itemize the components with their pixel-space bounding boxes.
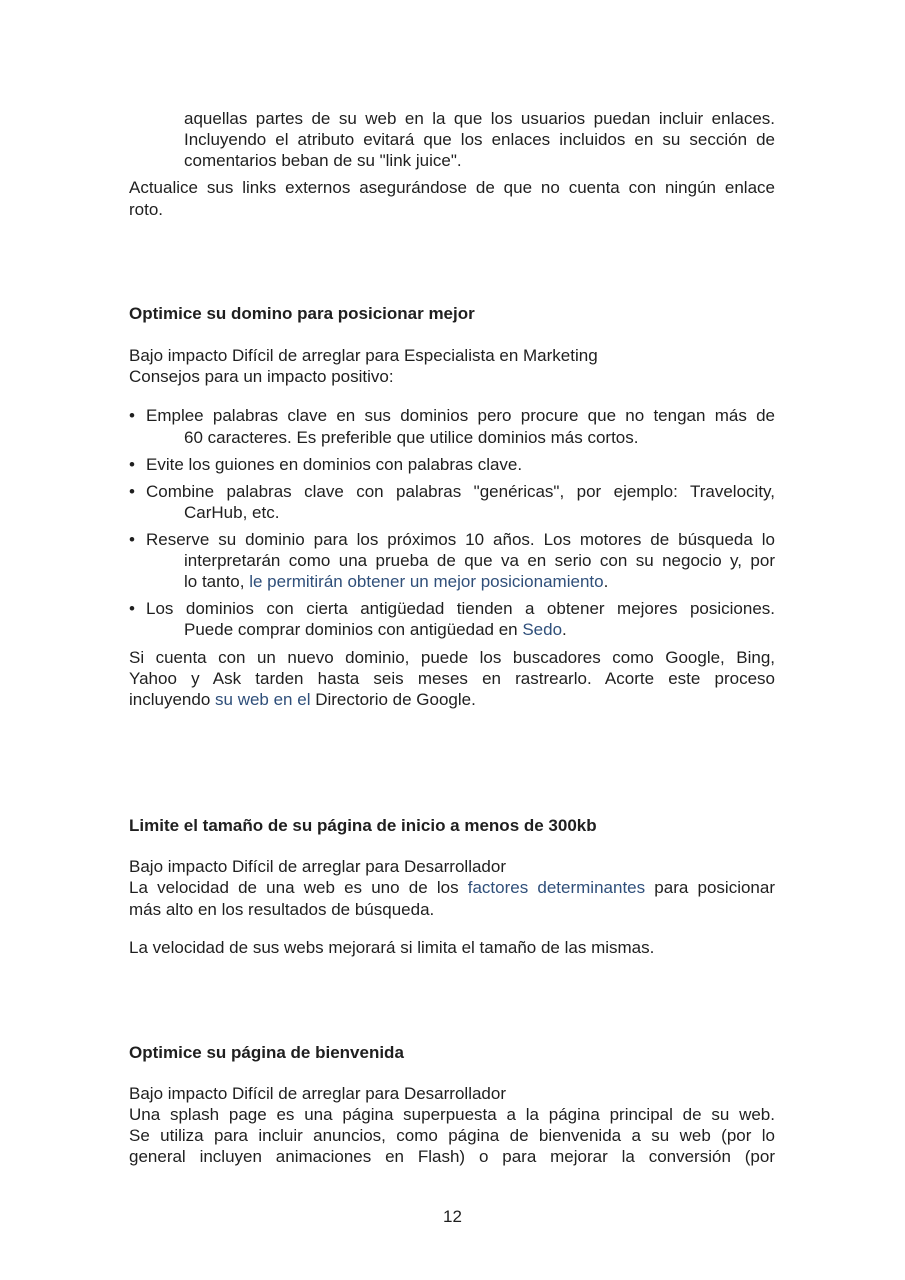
intro-line-3: comentarios beban de su "link juice". [184,151,462,170]
tips-label: Consejos para un impacto positivo: [129,367,394,386]
list-item-continuation: CarHub, etc. [184,503,280,522]
body-text: Directorio de Google. [310,690,476,709]
list-item-text: . [603,572,609,591]
external-links-line-2: roto. [129,200,164,219]
speed-line-1 [129,877,775,898]
list-item-text: Los dominios con cierta antigüedad tienden a obtener mejores posiciones. [146,599,775,618]
list-item-continuation [184,571,775,592]
body-text: La velocidad de una web es uno de los [129,878,468,897]
body-text: incluyendo [129,690,216,709]
external-links-line-1: Actualice sus links externos asegurándose de que no cuenta con ningún enlace [129,178,775,197]
speed-line-2: más alto en los resultados de búsqueda. [129,900,435,919]
domain-closing-line-3 [129,689,775,710]
intro-line-2: Incluyendo el atributo evitará que los enlaces incluidos en su sección de [184,130,775,149]
section-heading-welcome-page: Optimice su página de bienvenida [129,1043,404,1062]
bullet-icon: • [129,599,135,618]
section-meta-domain: Bajo impacto Difícil de arreglar para Especialista en Marketing [129,346,598,365]
list-item-text: Puede comprar dominios con antigüedad en [184,620,523,639]
bullet-icon: • [129,530,135,549]
bullet-icon: • [129,455,135,474]
speed-paragraph-2: La velocidad de sus webs mejorará si limita el tamaño de las mismas. [129,938,655,957]
list-item-text: Evite los guiones en dominios con palabras clave. [146,455,523,474]
list-item-continuation: 60 caracteres. Es preferible que utilice dominios más cortos. [184,428,639,447]
domain-closing-line-2: Yahoo y Ask tarden hasta seis meses en rastrearlo. Acorte este proceso [129,669,775,688]
splash-line-2: Se utiliza para incluir anuncios, como página de bienvenida a su web (por lo [129,1126,775,1145]
bullet-icon: • [129,406,135,425]
domain-closing-line-1: Si cuenta con un nuevo dominio, puede los buscadores como Google, Bing, [129,648,775,667]
list-item-continuation: interpretarán como una prueba de que va en serio con su negocio y, por [184,551,775,570]
sedo-link[interactable]: Sedo [522,620,563,639]
list-item-text: Reserve su dominio para los próximos 10 años. Los motores de búsqueda lo [146,530,775,549]
list-item-text: Emplee palabras clave en sus dominios pero procure que no tengan más de [146,406,775,425]
list-item-text: Combine palabras clave con palabras "genéricas", por ejemplo: Travelocity, [146,482,775,501]
section-meta-page-size: Bajo impacto Difícil de arreglar para Desarrollador [129,857,506,876]
body-text: para posicionar [645,878,775,897]
list-item-text: lo tanto, [184,572,250,591]
splash-line-1: Una splash page es una página superpuesta a la página principal de su web. [129,1105,775,1124]
directory-link[interactable]: su web en el [215,690,311,709]
factors-link[interactable]: factores determinantes [467,878,646,897]
list-item-text: . [562,620,567,639]
ranking-link[interactable]: le permitirán obtener un mejor posicionamiento [249,572,604,591]
list-item-continuation [184,619,775,640]
bullet-icon: • [129,482,135,501]
intro-line-1: aquellas partes de su web en la que los usuarios puedan incluir enlaces. [184,109,775,128]
section-heading-page-size: Limite el tamaño de su página de inicio a menos de 300kb [129,816,597,835]
splash-line-3: general incluyen animaciones en Flash) o para mejorar la conversión (por [129,1147,775,1166]
section-heading-domain: Optimice su domino para posicionar mejor [129,304,475,323]
section-meta-welcome-page: Bajo impacto Difícil de arreglar para Desarrollador [129,1084,506,1103]
page-number: 12 [443,1207,462,1226]
